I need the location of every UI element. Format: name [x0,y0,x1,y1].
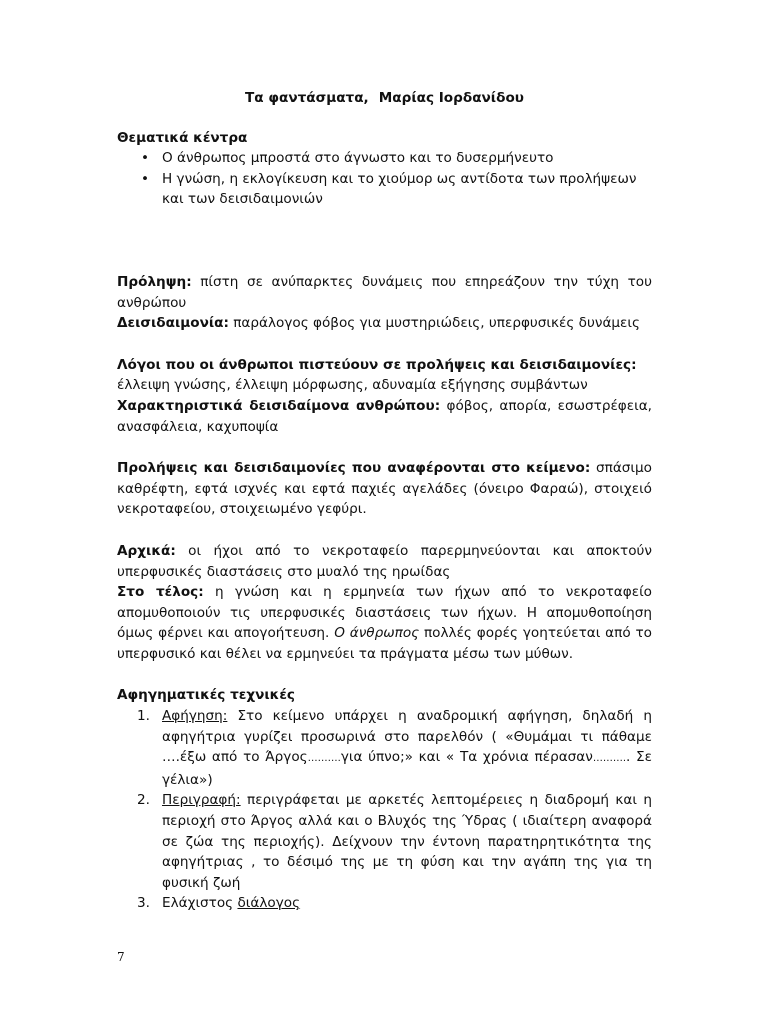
thematic-heading: Θεματικά κέντρα [117,129,248,146]
list-item: • Η γνώση, η εκλογίκευση και το χιούμορ ως αντίδοτα των προλήψεων και των δεισιδαιμονιών [117,169,652,210]
term-label: Χαρακτηριστικά δεισιδαίμονα ανθρώπου: [117,397,441,414]
term-label: Περιγραφή: [162,792,241,809]
in-text-paragraph [117,458,652,520]
term-label: Προλήψεις και δεισιδαιμονίες που αναφέρονται στο κείμενο: [117,460,591,477]
progression-start [117,541,652,582]
list-item [117,706,652,790]
term-label: Αρχικά: [117,542,176,559]
document-content [117,88,652,914]
list-item [117,893,652,914]
traits-text: φόβος, απορία, εσωστρέφεια, ανασφάλεια, καχυποψία [117,397,652,435]
definition-text: πίστη σε ανύπαρκτες δυνάμεις που επηρεάζουν την τύχη του ανθρώπου [117,273,652,311]
item-number: 2. [137,792,150,809]
in-text-section [117,458,652,520]
reasons-section [117,355,652,437]
title-work: Τα φαντάσματα, [245,90,369,106]
term-label: Αφήγηση: [162,708,228,725]
progression-text-italic: Ο άνθρωπος [334,625,420,642]
thematic-list [117,148,652,210]
definition-text: παράλογος φόβος για μυστηριώδεις, υπερφυσικές δυνάμεις [228,315,640,332]
progression-text: η γνώση και η ερμηνεία των ήχων από το νεκροταφείο απομυθοποιούν τις υπερφυσικές διαστάσεις των ήχων. Η απομυθοποίηση όμως φέρνει και απογοήτευση. [117,584,652,642]
techniques-section [117,685,652,914]
progression-text: οι ήχοι από το νεκροταφείο παρερμηνεύονται και αποκτούν υπερφυσικές διαστάσεις στο μυαλό της ηρωίδας [117,542,652,580]
term-label: διάλογος [237,895,301,912]
definitions-section [117,272,652,334]
term-label: Δεισιδαιμονία: [117,315,229,332]
reasons-text: έλλειψη γνώσης, έλλειψη μόρφωσης, αδυναμία εξήγησης συμβάντων [117,377,588,394]
document-title [117,88,652,109]
item-text: Ελάχιστος [162,895,238,912]
in-text-text: σπάσιμο καθρέφτη, εφτά ισχνές και εφτά παχιές αγελάδες (όνειρο Φαραώ), στοιχειό νεκροταφείου, στοιχειωμένο γεφύρι. [117,460,652,518]
item-number: 1. [137,708,150,725]
title-author: Μαρίας Ιορδανίδου [378,90,524,106]
progression-end [117,582,652,664]
term-label: Στο τέλος: [117,584,204,601]
techniques-heading: Αφηγηματικές τεχνικές [117,687,295,704]
item-text: . Σε γέλια») [162,749,652,788]
item-text: Στο κείμενο υπάρχει η αναδρομική αφήγηση, δηλαδή η αφηγήτρια γυρίζει προσωρινά στο παρελθόν ( «Θυμάμαι τι πάθαμε ….έξω από το Άργος [162,708,652,766]
ellipsis-dots: ………. [592,753,627,765]
definition-deisidaimonia [117,313,652,334]
reasons-heading: Λόγοι που οι άνθρωποι πιστεύουν σε προλήψεις και δεισιδαιμονίες: [117,356,637,373]
ellipsis-dots: ………. [307,753,341,765]
traits-paragraph [117,396,652,437]
page-number: 7 [117,950,125,964]
term-label: Πρόληψη: [117,273,192,290]
progression-section [117,541,652,665]
list-item [117,790,652,893]
techniques-list [117,706,652,914]
list-item: • Ο άνθρωπος μπροστά στο άγνωστο και το δυσερμήνευτο [117,148,652,169]
thematic-section [117,128,652,210]
progression-text: πολλές φορές γοητεύεται από το υπερφυσικό και θέλει να ερμηνεύει τα πράγματα μέσω των μύθων. [117,625,652,662]
item-number: 3. [137,895,150,912]
item-text: για ύπνο;» και « Τα χρόνια πέρασαν [340,749,593,766]
definition-prolipsi [117,272,652,313]
item-text: περιγράφεται με αρκετές λεπτομέρειες η διαδρομή και η περιοχή στο Άργος αλλά και ο Βλυχός της Ύδρας ( ιδιαίτερη αναφορά σε ζώα της περιοχής). Δείχνουν την έντονη παρατηρητικότητα της αφηγήτριας , το δέσιμό της με τη φύση και την αγάπη της για τη φυσική ζωή [162,792,652,891]
